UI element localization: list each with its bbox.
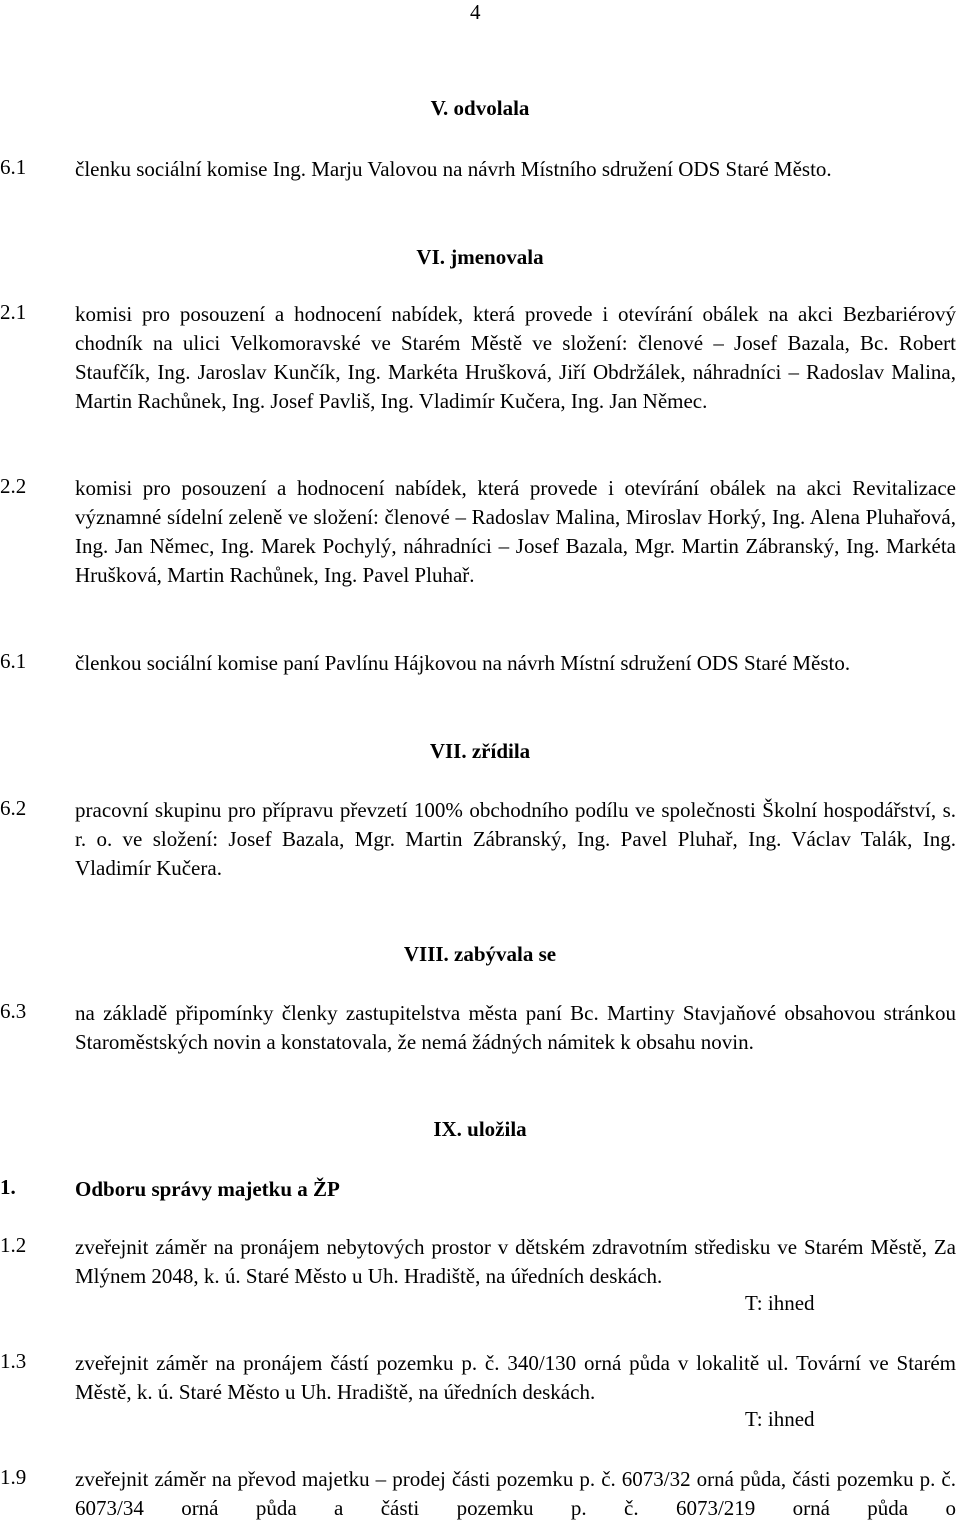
- item-text: komisi pro posouzení a hodnocení nabídek, která provede i otevírání obálek na akci Bezbariérový chodník na ulici Velkomoravské ve Starém Městě ve složení: členové – Josef Bazala, Bc. Robert Staufčík, Ing. Jaroslav Kunčík, Ing. Markéta Hrušková, Jiří Obdržálek, náhradníci – Radoslav Malina, Martin Rachůnek, Ing. Josef Pavliš, Ing. Vladimír Kučera, Ing. Jan Němec.: [75, 302, 956, 413]
- item-text: členku sociální komise Ing. Marju Valovou na návrh Místního sdružení ODS Staré Město.: [75, 157, 832, 181]
- item-text: zveřejnit záměr na převod majetku – prodej části pozemku p. č. 6073/32 orná půda, části pozemku p. č. 6073/34 orná půda a části pozemku p. č. 6073/219 orná půda o: [75, 1467, 956, 1520]
- section-heading-vi: VI. jmenovala: [416, 245, 544, 269]
- item-number: 1.: [0, 1175, 16, 1199]
- item-number: 1.9: [0, 1465, 27, 1489]
- item-text: na základě připomínky členky zastupitelstva města paní Bc. Martiny Stavjaňové obsahovou stránkou Staroměstských novin a konstatovala, že nemá žádných námitek k obsahu novin.: [75, 1001, 956, 1054]
- item-number: 1.3: [0, 1349, 27, 1373]
- deadline-text: T: ihned: [745, 1407, 815, 1431]
- item-text: členkou sociální komise paní Pavlínu Hájkovou na návrh Místní sdružení ODS Staré Město.: [75, 651, 851, 675]
- item-text: Odboru správy majetku a ŽP: [75, 1177, 340, 1201]
- item-text: zveřejnit záměr na pronájem nebytových prostor v dětském zdravotním středisku ve Starém Městě, Za Mlýnem 2048, k. ú. Staré Město u Uh. Hradiště, na úředních deskách.: [75, 1235, 956, 1288]
- item-text: komisi pro posouzení a hodnocení nabídek, která provede i otevírání obálek na akci Revitalizace významné sídelní zeleně ve složení: členové – Radoslav Malina, Miroslav Horký, Ing. Alena Pluhařová, Ing. Jan Němec, Ing. Marek Pochylý, náhradníci – Josef Bazala, Mgr. Martin Zábranský, Ing. Markéta Hrušková, Martin Rachůnek, Ing. Pavel Pluhař.: [75, 476, 956, 587]
- item-text: zveřejnit záměr na pronájem částí pozemku p. č. 340/130 orná půda v lokalitě ul. Tovární ve Starém Městě, k. ú. Staré Město u Uh. Hradiště, na úředních deskách.: [75, 1351, 956, 1404]
- item-number: 6.2: [0, 796, 27, 820]
- item-number: 6.3: [0, 999, 27, 1023]
- item-number: 6.1: [0, 155, 27, 179]
- item-number: 1.2: [0, 1233, 27, 1257]
- page-number: 4: [470, 0, 481, 24]
- item-text: pracovní skupinu pro přípravu převzetí 100% obchodního podílu ve společnosti Školní hospodářství, s. r. o. ve složení: Josef Bazala, Mgr. Martin Zábranský, Ing. Pavel Pluhař, Ing. Václav Talák, Ing. Vladimír Kučera.: [75, 798, 956, 880]
- item-number: 2.2: [0, 474, 27, 498]
- deadline-text: T: ihned: [745, 1291, 815, 1315]
- section-heading-v: V. odvolala: [430, 96, 530, 120]
- item-number: 2.1: [0, 300, 27, 324]
- item-number: 6.1: [0, 649, 27, 673]
- section-heading-viii: VIII. zabývala se: [403, 942, 557, 966]
- section-heading-ix: IX. uložila: [433, 1117, 527, 1141]
- section-heading-vii: VII. zřídila: [429, 739, 531, 763]
